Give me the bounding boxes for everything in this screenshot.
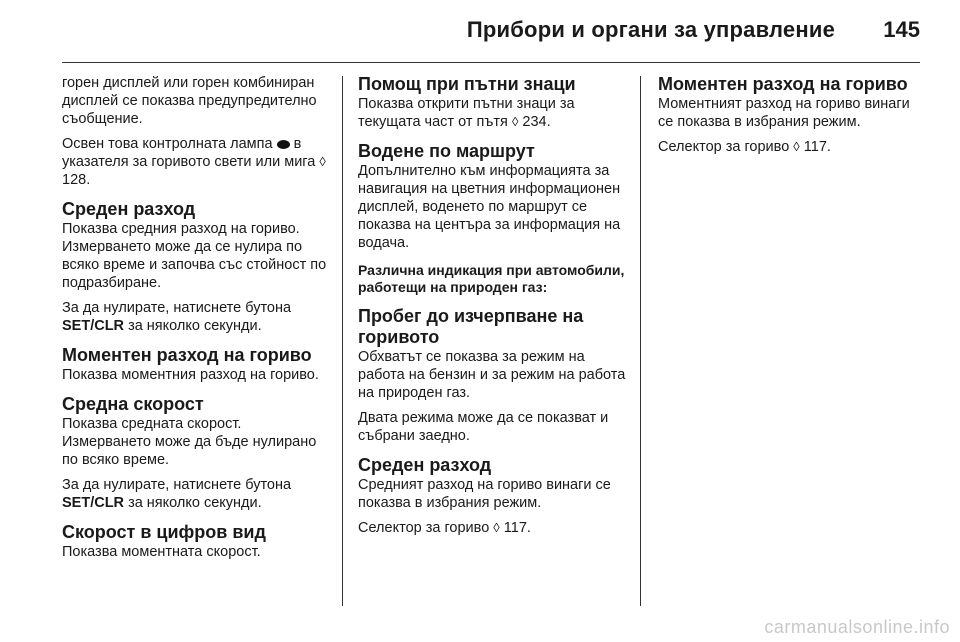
paragraph: Средният разход на гориво винаги се показва в избрания режим. bbox=[358, 477, 611, 511]
cross-reference-icon: ◊ bbox=[511, 114, 519, 129]
paragraph: горен дисплей или горен комбиниран дисплей се показва предупредително съобщение. bbox=[62, 75, 317, 127]
paragraph: Показва открити пътни знаци за текущата част от пътя ◊ 234. bbox=[358, 96, 575, 130]
paragraph: Показва моментния разход на гориво. bbox=[62, 367, 319, 383]
page-header bbox=[0, 0, 960, 62]
page-reference-link[interactable]: 117. bbox=[803, 139, 831, 155]
paragraph: Показва средната скорост. Измерването може да бъде нулирано по всяко време. bbox=[62, 416, 317, 468]
column-3 bbox=[658, 74, 926, 163]
section-heading: Среден разход bbox=[358, 455, 492, 475]
paragraph: Освен това контролната лампа в указателя за горивото свети или мига ◊ 128. bbox=[62, 136, 326, 188]
page-reference-link[interactable]: 234. bbox=[522, 114, 551, 130]
section-heading: Скорост в цифров вид bbox=[62, 522, 266, 542]
page-reference-link[interactable]: 128. bbox=[62, 172, 91, 188]
section-heading: Помощ при пътни знаци bbox=[358, 74, 576, 94]
paragraph: За да нулирате, натиснете бутона SET/CLR за няколко секунди. bbox=[62, 300, 292, 334]
paragraph: Двата режима може да се показват и събрани заедно. bbox=[358, 410, 609, 444]
paragraph: Селектор за гориво ◊ 117. bbox=[358, 520, 531, 536]
column-2 bbox=[358, 74, 626, 544]
section-heading: Моментен разход на гориво bbox=[62, 345, 312, 365]
page-number: 145 bbox=[883, 17, 920, 42]
paragraph: Показва моментната скорост. bbox=[62, 544, 261, 560]
cross-reference-icon: ◊ bbox=[319, 154, 326, 169]
section-heading: Пробег до изчерпване на горивото bbox=[358, 306, 584, 347]
cross-reference-icon: ◊ bbox=[793, 139, 800, 154]
button-name: SET/CLR bbox=[62, 318, 125, 334]
page-title: Прибори и органи за управление bbox=[466, 17, 835, 42]
fuel-warning-lamp-icon bbox=[277, 140, 290, 149]
header-divider bbox=[62, 62, 920, 63]
paragraph: За да нулирате, натиснете бутона SET/CLR за няколко секунди. bbox=[62, 477, 292, 511]
paragraph: Обхватът се показва за режим на работа на бензин и за режим на работа на природен газ. bbox=[358, 349, 626, 401]
column-1 bbox=[62, 74, 330, 568]
watermark: carmanualsonline.info bbox=[764, 617, 950, 637]
button-name: SET/CLR bbox=[62, 495, 125, 511]
subsection-heading: Различна индикация при автомобили, работещи на природен газ: bbox=[358, 262, 625, 295]
section-heading: Среден разход bbox=[62, 199, 196, 219]
column-divider-1 bbox=[342, 76, 343, 606]
column-divider-2 bbox=[640, 76, 641, 606]
section-heading: Средна скорост bbox=[62, 394, 204, 414]
page-reference-link[interactable]: 117. bbox=[503, 520, 531, 536]
section-heading: Водене по маршрут bbox=[358, 141, 535, 161]
paragraph: Показва средния разход на гориво. Измерването може да се нулира по всяко време и започва със стойност по подразбиране. bbox=[62, 221, 327, 291]
paragraph: Моментният разход на гориво винаги се показва в избрания режим. bbox=[658, 96, 910, 130]
section-heading: Моментен разход на гориво bbox=[658, 74, 908, 94]
cross-reference-icon: ◊ bbox=[493, 520, 500, 535]
paragraph: Селектор за гориво ◊ 117. bbox=[658, 139, 831, 155]
paragraph: Допълнително към информацията за навигация на цветния информационен дисплей, воденето по маршрут се показва на центъра за информация на водача. bbox=[358, 163, 621, 251]
